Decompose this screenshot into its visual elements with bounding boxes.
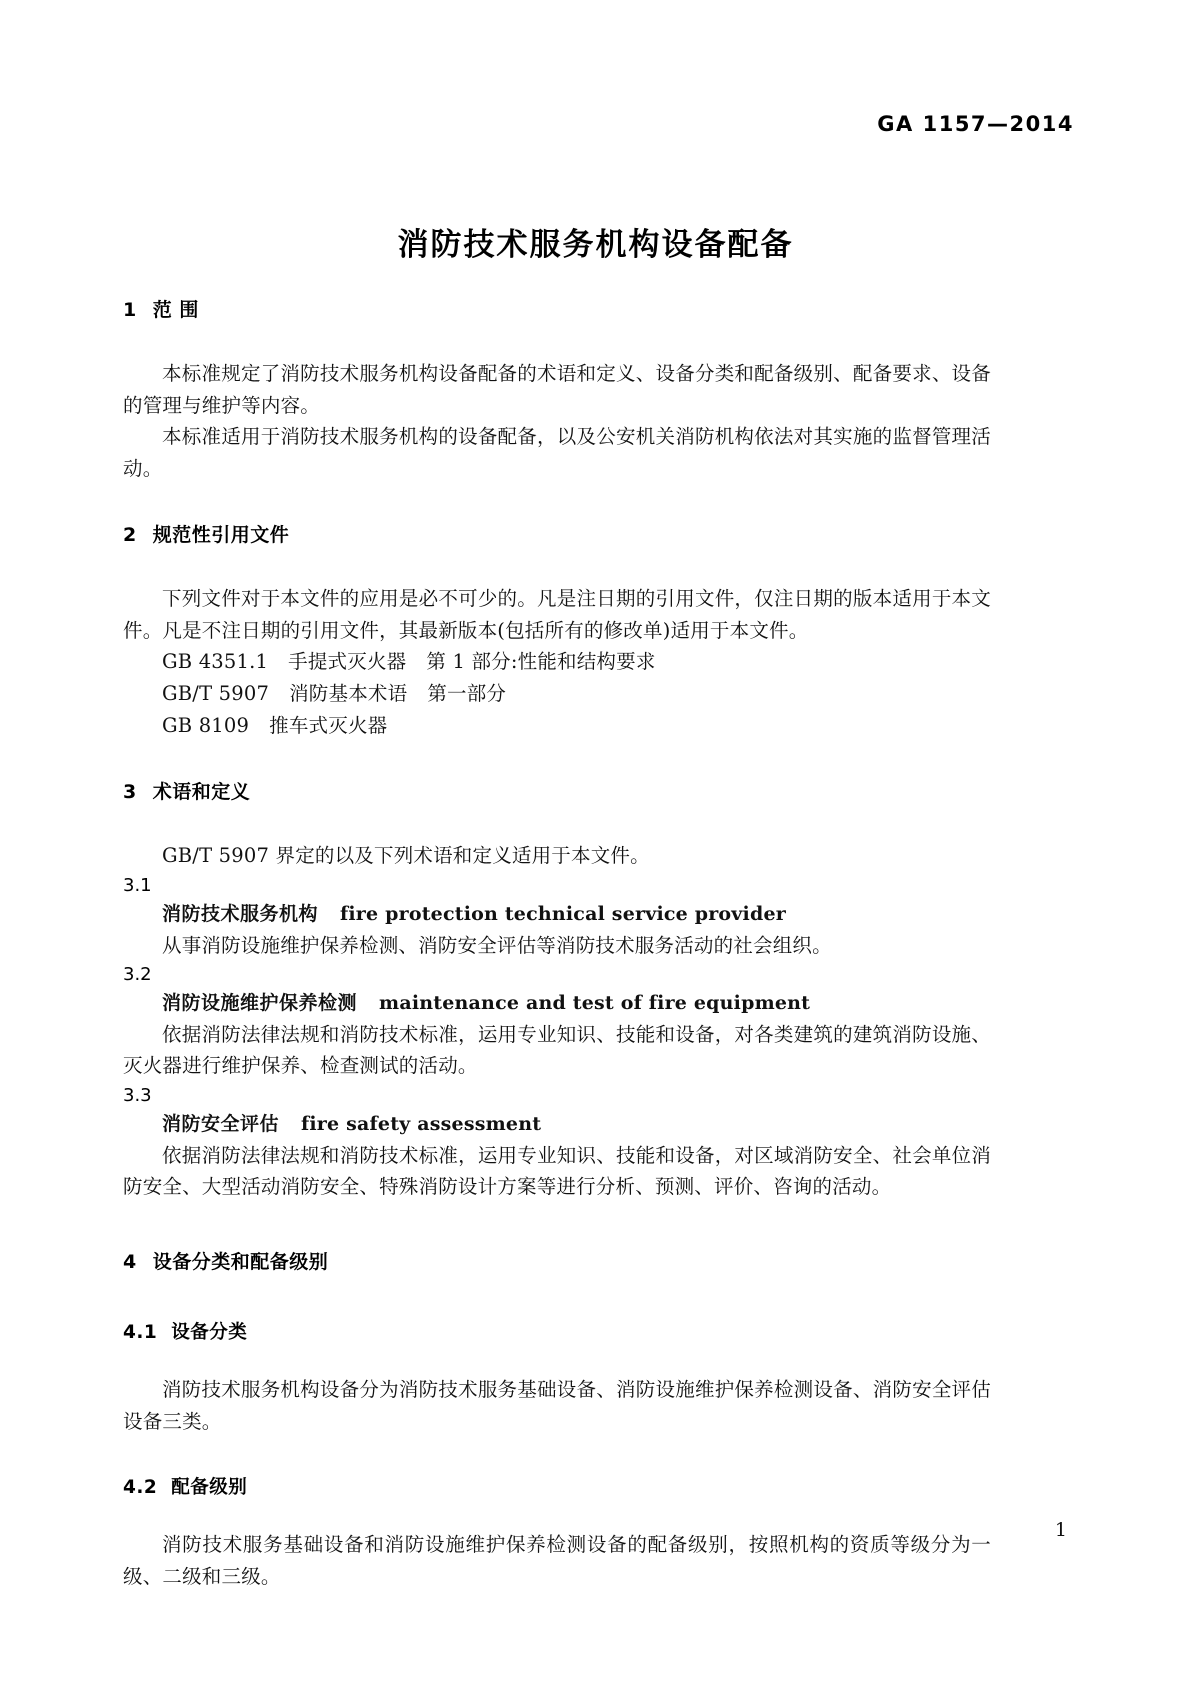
term-chinese: 消防技术服务机构 (162, 902, 319, 925)
reference-code: GB 8109 (162, 713, 250, 737)
heading-section-4-label: 设备分类和配备级别 (152, 1250, 329, 1273)
standard-code-header: GA 1157—2014 (877, 112, 1074, 136)
section-4-1-paragraph-1: 消防技术服务机构设备分为消防技术服务基础设备、消防设施维护保养检测设备、消防安全评估设备三类。 (123, 1377, 991, 1433)
term-entry-3-1 (123, 899, 991, 930)
term-entry-3-2 (123, 988, 991, 1019)
term-definition-3-3: 依据消防法律法规和消防技术标准，运用专业知识、技能和设备，对区域消防安全、社会单位消防安全、大型活动消防安全、特殊消防设计方案等进行分析、预测、评价、咨询的活动。 (123, 1143, 991, 1199)
heading-section-4-2-number: 4.2 (123, 1477, 158, 1499)
heading-section-4-1-number: 4.1 (123, 1321, 158, 1343)
section-4-2-paragraph-1: 消防技术服务基础设备和消防设施维护保养检测设备的配备级别，按照机构的资质等级分为一级、二级和三级。 (123, 1533, 991, 1588)
page-number: 1 (1054, 1519, 1067, 1541)
heading-section-4-2-label: 配备级别 (171, 1477, 248, 1499)
heading-section-3-label: 术语和定义 (152, 781, 251, 804)
reference-code: GB 4351.1 (162, 650, 269, 674)
heading-section-4 (123, 1247, 991, 1274)
heading-section-2-label: 规范性引用文件 (152, 524, 290, 547)
heading-section-4-2 (123, 1473, 991, 1499)
heading-section-4-number: 4 (123, 1250, 137, 1273)
reference-item (123, 710, 991, 742)
heading-section-1 (123, 295, 991, 322)
heading-section-2 (123, 520, 991, 547)
term-chinese: 消防设施维护保养检测 (162, 992, 358, 1015)
term-english: fire protection technical service provider (340, 902, 786, 925)
heading-section-3-number: 3 (123, 781, 137, 804)
heading-section-1-label: 范 围 (152, 299, 199, 321)
reference-part: 第一部分 (427, 682, 507, 706)
heading-section-4-1 (123, 1318, 991, 1344)
section-2-paragraph-1: 下列文件对于本文件的应用是必不可少的。凡是注日期的引用文件，仅注日期的版本适用于本文件。凡是不注日期的引用文件，其最新版本(包括所有的修改单)适用于本文件。 (123, 587, 991, 642)
reference-item (123, 646, 991, 678)
section-1-paragraph-1: 本标准规定了消防技术服务机构设备配备的术语和定义、设备分类和配备级别、配备要求、设备的管理与维护等内容。 (123, 362, 991, 417)
term-definition-3-2: 依据消防法律法规和消防技术标准，运用专业知识、技能和设备，对各类建筑的建筑消防设施、灭火器进行维护保养、检查测试的活动。 (123, 1022, 991, 1078)
heading-section-3 (123, 777, 991, 804)
reference-code: GB/T 5907 (162, 682, 270, 706)
term-english: maintenance and test of fire equipment (379, 992, 811, 1015)
section-3-paragraph-1: GB/T 5907 界定的以及下列术语和定义适用于本文件。 (162, 844, 650, 868)
term-entry-3-3 (123, 1109, 991, 1140)
document-body (123, 295, 991, 1592)
reference-name: 手提式灭火器 (288, 650, 407, 674)
reference-name: 消防基本术语 (289, 682, 408, 706)
term-definition-3-1: 从事消防设施维护保养检测、消防安全评估等消防技术服务活动的社会组织。 (162, 933, 832, 957)
clause-number-3-2: 3.2 (123, 964, 152, 986)
clause-number-3-3: 3.3 (123, 1085, 152, 1107)
heading-section-2-number: 2 (123, 524, 137, 547)
reference-name: 推车式灭火器 (269, 713, 388, 737)
heading-section-4-1-label: 设备分类 (171, 1321, 248, 1343)
page-title: 消防技术服务机构设备配备 (397, 226, 794, 263)
reference-item (123, 678, 991, 710)
reference-part: 第 1 部分:性能和结构要求 (426, 650, 656, 674)
clause-number-3-1: 3.1 (123, 874, 152, 896)
heading-section-1-number: 1 (123, 299, 137, 321)
term-english: fire safety assessment (301, 1113, 542, 1136)
section-1-paragraph-2: 本标准适用于消防技术服务机构的设备配备，以及公安机关消防机构依法对其实施的监督管理活动。 (123, 425, 991, 480)
term-chinese: 消防安全评估 (162, 1113, 280, 1136)
